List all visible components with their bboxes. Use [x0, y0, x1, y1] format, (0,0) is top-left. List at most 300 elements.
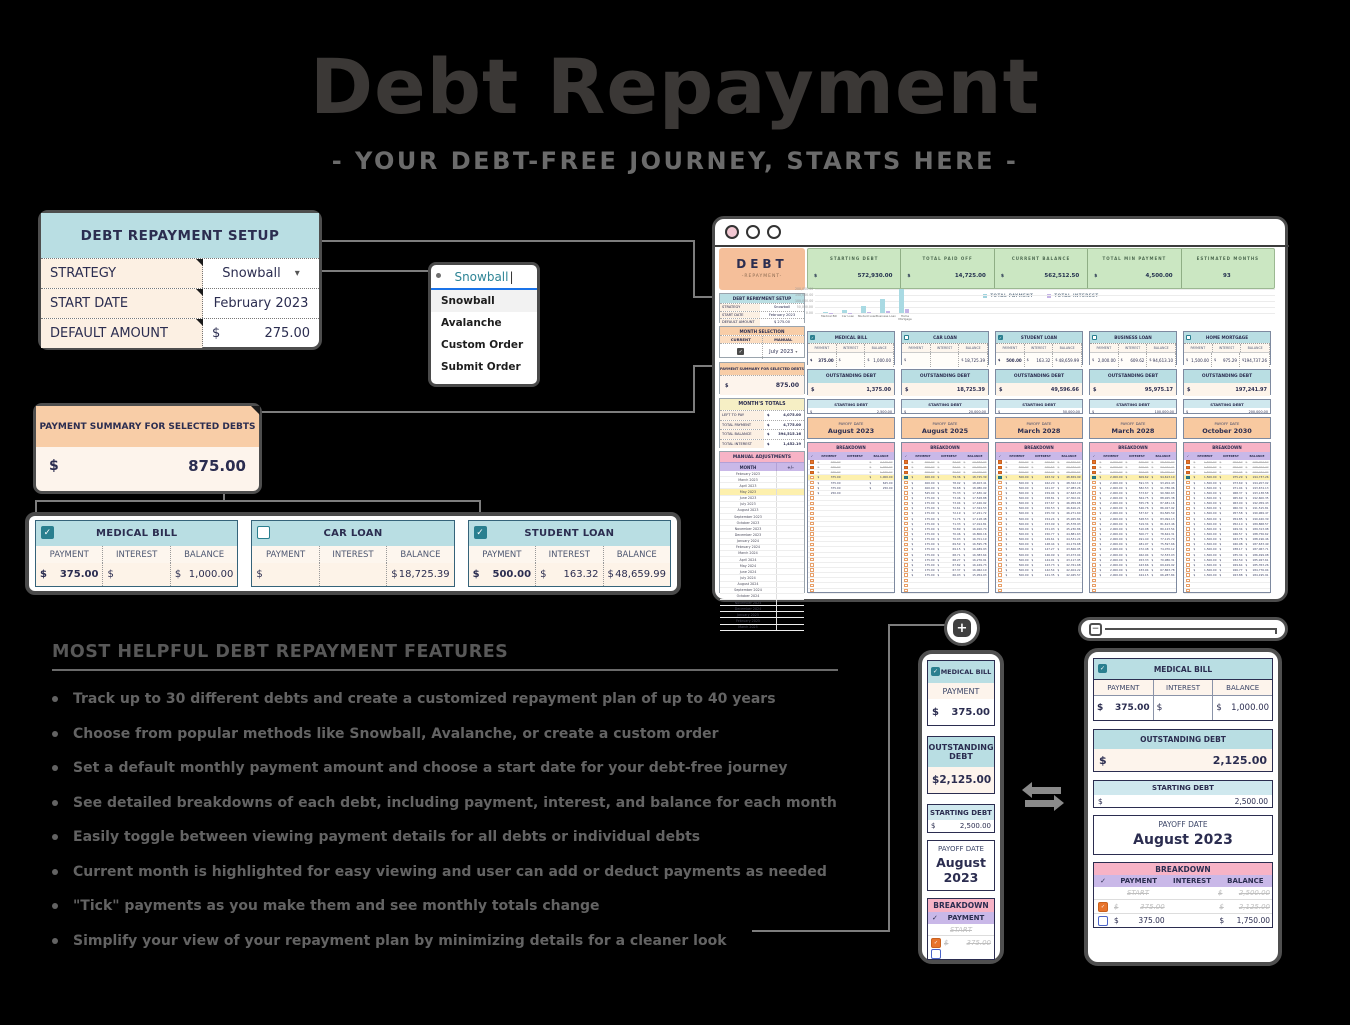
payment-tick-checkbox[interactable] — [998, 517, 1001, 520]
y-axis-tick: 50,000.00 — [796, 305, 813, 309]
payment-tick-checkbox[interactable] — [904, 563, 907, 566]
payment-tick-checkbox[interactable] — [810, 568, 813, 571]
payoff-label: PAYOFF DATE — [932, 420, 958, 426]
payment-tick-checkbox[interactable] — [1186, 527, 1189, 530]
payment-tick-checkbox[interactable] — [810, 537, 813, 540]
payment-tick-checkbox[interactable] — [998, 496, 1001, 499]
payment-tick-checkbox[interactable] — [998, 563, 1001, 566]
breakdown-cell — [962, 486, 988, 490]
currency-symbol: $ — [869, 465, 872, 470]
debt-card-columns — [252, 546, 453, 563]
breakdown-cell — [1218, 537, 1244, 541]
adjust-cell[interactable] — [777, 502, 804, 507]
adjust-cell[interactable] — [777, 496, 804, 501]
window-zoom-button[interactable] — [767, 225, 781, 239]
payment-tick-checkbox[interactable] — [998, 532, 1001, 535]
amount-value: 16,383.64 — [972, 552, 987, 557]
breakdown-cell — [1150, 558, 1176, 562]
stat-value — [1001, 273, 1079, 279]
payment-tick-checkbox[interactable] — [810, 496, 813, 499]
breakdown-cell — [910, 486, 936, 490]
payment-tick-checkbox[interactable] — [1186, 476, 1189, 479]
payment-tick-checkbox[interactable] — [1186, 517, 1189, 520]
payment-tick-checkbox[interactable] — [998, 527, 1001, 530]
currency-symbol: $ — [1005, 460, 1008, 465]
payment-tick-checkbox[interactable] — [1186, 471, 1189, 474]
breakdown-cell — [1150, 517, 1176, 521]
payment-tick-checkbox[interactable] — [904, 502, 907, 505]
payment-tick-checkbox[interactable] — [1186, 548, 1189, 551]
column-label: ✓ — [998, 454, 1002, 458]
month-cell: June 2024 — [720, 569, 777, 574]
amount-value: 1,375.00 — [866, 386, 891, 393]
column-label: INTEREST — [1025, 344, 1054, 352]
strategy-value-dropdown[interactable]: Snowball ▾ — [222, 266, 300, 281]
payment-tick-checkbox[interactable] — [1092, 512, 1095, 515]
payment-tick-checkbox[interactable] — [904, 543, 907, 546]
payment-tick-checkbox[interactable] — [1092, 527, 1095, 530]
payment-tick-checkbox[interactable] — [998, 507, 1001, 510]
manual-month-dropdown[interactable]: July 2023 ▾ — [769, 348, 798, 355]
payment-tick-checkbox[interactable] — [1092, 537, 1095, 540]
breakdown-cell — [816, 460, 842, 464]
adjust-cell[interactable] — [777, 477, 804, 482]
page-subtitle: - YOUR DEBT-FREE JOURNEY, STARTS HERE - — [331, 147, 1019, 175]
payment-tick-checkbox[interactable] — [1186, 553, 1189, 556]
debt-checkbox[interactable] — [904, 335, 909, 340]
mini-value[interactable]: $ 275.00 — [760, 319, 804, 326]
amount-value: 49,596.66 — [1050, 386, 1079, 393]
amount-value: 968.37 — [1232, 490, 1243, 495]
payment-tick-checkbox[interactable] — [1186, 522, 1189, 525]
payment-tick-checkbox[interactable] — [998, 491, 1001, 494]
currency-symbol: $ — [1099, 537, 1102, 542]
currency-symbol: $ — [256, 569, 263, 580]
payment-tick-checkbox[interactable] — [1092, 481, 1095, 484]
payment-tick-checkbox[interactable] — [998, 460, 1001, 463]
payment-tick-checkbox[interactable] — [1092, 584, 1095, 587]
payment-tick-checkbox[interactable] — [810, 502, 813, 505]
currency-symbol: $ — [1057, 532, 1060, 537]
payment-tick-checkbox[interactable] — [904, 537, 907, 540]
payment-tick-checkbox[interactable] — [1186, 512, 1189, 515]
strategy-dropdown-input[interactable]: Snowball | — [431, 265, 537, 290]
currency-symbol: $ — [963, 470, 966, 475]
payment-tick-checkbox[interactable] — [810, 532, 813, 535]
debt-card-columns — [996, 343, 1082, 352]
currency-symbol: $ — [1057, 465, 1060, 470]
adjust-cell[interactable] — [777, 606, 804, 611]
payment-tick-checkbox[interactable] — [904, 568, 907, 571]
payment-tick-checkbox[interactable] — [1092, 471, 1095, 474]
breakdown-cell — [1124, 486, 1150, 490]
adjust-cell[interactable] — [777, 625, 804, 630]
window-minimize-button[interactable] — [746, 225, 760, 239]
chart-gridline — [815, 295, 1275, 296]
payment-tick-checkbox[interactable] — [904, 496, 907, 499]
logo-title: DEBT — [736, 257, 788, 271]
currency-symbol: $ — [1219, 496, 1222, 501]
payment-tick-checkbox[interactable] — [904, 466, 907, 469]
adjust-cell[interactable] — [777, 489, 804, 494]
debt-checkbox[interactable]: ✓ — [999, 335, 1002, 340]
payment-tick-checkbox[interactable] — [904, 573, 907, 576]
payment-tick-checkbox[interactable] — [1186, 466, 1189, 469]
mini-setup-card — [719, 293, 805, 323]
currency-symbol: $ — [1005, 573, 1008, 578]
features-list — [52, 688, 982, 952]
month-cell: September 2023 — [720, 514, 777, 519]
adjust-cell[interactable] — [777, 612, 804, 617]
payment-tick-checkbox[interactable] — [904, 579, 907, 582]
start-date-value[interactable]: February 2023 — [213, 296, 309, 311]
dropdown-option[interactable]: Snowball — [431, 290, 537, 312]
plus-icon: + — [953, 619, 971, 637]
mini-value[interactable]: Snowball — [760, 304, 804, 311]
payment-tick-checkbox[interactable] — [810, 548, 813, 551]
payment-tick-checkbox[interactable] — [810, 486, 813, 489]
mini-value[interactable]: February 2023 — [760, 312, 804, 319]
payment-tick-checkbox[interactable] — [998, 502, 1001, 505]
column-label: BALANCE — [1061, 454, 1077, 458]
feature-bullet — [52, 688, 982, 710]
payment-tick-checkbox[interactable] — [998, 579, 1001, 582]
currency-symbol: $ — [911, 521, 914, 526]
minimize-details-button[interactable] — [1078, 617, 1288, 641]
adjust-cell[interactable] — [777, 594, 804, 599]
payment-tick-checkbox[interactable] — [904, 553, 907, 556]
setup-row-strategy — [41, 258, 319, 288]
payment-tick-checkbox[interactable] — [810, 563, 813, 566]
amount-value: 1,500.00 — [1204, 460, 1217, 465]
currency-symbol: $ — [1005, 490, 1008, 495]
debt-header-card — [995, 331, 1083, 365]
payment-tick-checkbox[interactable] — [998, 486, 1001, 489]
adjust-cell[interactable] — [777, 563, 804, 568]
payment-tick-checkbox[interactable] — [1092, 460, 1095, 463]
adjust-cell[interactable] — [777, 471, 804, 476]
payment-tick-checkbox[interactable] — [810, 466, 813, 469]
feature-text: Choose from popular methods like Snowball, Avalanche, or create a custom order — [73, 725, 719, 742]
currency-symbol: $ — [1031, 516, 1034, 521]
payment-tick-checkbox[interactable] — [810, 481, 813, 484]
payment-tick-checkbox[interactable] — [810, 573, 813, 576]
payment-tick-checkbox[interactable] — [1186, 502, 1189, 505]
amount-value: 555.78 — [1138, 501, 1149, 506]
payment-tick-checkbox[interactable] — [1186, 496, 1189, 499]
breakdown-cell — [1218, 517, 1244, 521]
breakdown-cell — [1244, 470, 1270, 474]
amount-value: 72.61 — [952, 506, 961, 511]
payment-tick-checkbox[interactable] — [1186, 563, 1189, 566]
breakdown-cell — [868, 465, 894, 469]
adjust-cell[interactable] — [777, 600, 804, 605]
debt-checkbox[interactable]: ✓ — [811, 335, 814, 340]
amount-value: 95,975.17 — [1160, 470, 1175, 475]
payment-tick-checkbox[interactable] — [998, 466, 1001, 469]
payment-tick-checkbox[interactable] — [810, 460, 813, 463]
payment-tick-checkbox[interactable] — [810, 476, 813, 479]
dropdown-option[interactable]: Custom Order — [441, 339, 524, 351]
amount-value: 500.00 — [1018, 480, 1029, 485]
currency-symbol: $ — [1219, 547, 1222, 552]
payment-tick-checkbox[interactable] — [904, 589, 907, 592]
payment-tick-checkbox[interactable] — [810, 522, 813, 525]
column-label: PAYMENT — [902, 344, 931, 352]
arrow-right-bar — [1025, 800, 1055, 807]
payment-tick-checkbox[interactable] — [1092, 563, 1095, 566]
currency-symbol: $ — [1245, 526, 1248, 531]
payment-tick-checkbox[interactable] — [1186, 507, 1189, 510]
payment-tick-checkbox[interactable] — [810, 543, 813, 546]
debt-checkbox[interactable]: ✓ — [932, 668, 939, 675]
adjust-cell[interactable] — [777, 569, 804, 574]
payment-tick-checkbox[interactable] — [904, 471, 907, 474]
currency-symbol: $ — [1125, 573, 1128, 578]
payment-tick-checkbox[interactable] — [998, 558, 1001, 561]
payment-tick-checkbox[interactable] — [1092, 491, 1095, 494]
adjust-cell[interactable] — [777, 526, 804, 531]
currency-symbol: $ — [1186, 358, 1189, 362]
payoff-label: PAYOFF DATE — [1158, 820, 1208, 829]
adjust-cell[interactable] — [777, 514, 804, 519]
currency-symbol: $ — [869, 470, 872, 475]
adjust-cell[interactable] — [777, 551, 804, 556]
adjust-cell[interactable] — [777, 557, 804, 562]
currency-symbol: $ — [1219, 490, 1222, 495]
window-close-button[interactable] — [725, 225, 739, 239]
amount-value: 185,927.61 — [1252, 557, 1269, 562]
month-cell: September 2024 — [720, 588, 777, 593]
payment-tick-checkbox[interactable] — [1092, 502, 1095, 505]
currency-symbol: $ — [1125, 470, 1128, 475]
payment-tick-checkbox[interactable] — [1092, 543, 1095, 546]
breakdown-cell — [1056, 465, 1082, 469]
payment-tick-checkbox[interactable] — [998, 548, 1001, 551]
month-selection-card — [719, 326, 805, 358]
payment-tick-checkbox[interactable] — [1092, 517, 1095, 520]
payment-tick-checkbox[interactable] — [904, 486, 907, 489]
payment-tick-checkbox[interactable] — [998, 568, 1001, 571]
amount-value: 163.32 — [1036, 357, 1051, 363]
current-month-checkbox[interactable]: ✓ — [738, 348, 743, 355]
payment-tick-checkbox[interactable] — [810, 491, 813, 494]
payment-tick-checkbox[interactable] — [1092, 548, 1095, 551]
adjust-cell[interactable] — [777, 532, 804, 537]
amount-value: 70.46 — [952, 532, 961, 537]
payment-tick-checkbox[interactable] — [810, 507, 813, 510]
payment-tick-checkbox[interactable] — [1186, 579, 1189, 582]
outstanding-value — [1090, 383, 1176, 396]
debt-checkbox[interactable] — [257, 526, 270, 539]
payment-tick-checkbox[interactable] — [998, 522, 1001, 525]
payment-tick-checkbox[interactable] — [904, 517, 907, 520]
debt-checkbox[interactable]: ✓ — [474, 526, 487, 539]
currency-symbol: $ — [1057, 542, 1060, 547]
connector-line — [693, 365, 695, 413]
setup-row-default-amount — [41, 318, 319, 348]
payment-tick-checkbox[interactable] — [810, 527, 813, 530]
payment-tick-checkbox[interactable] — [998, 553, 1001, 556]
breakdown-cell — [1098, 486, 1124, 490]
payment-tick-checkbox[interactable] — [904, 527, 907, 530]
breakdown-cell — [910, 475, 936, 479]
payment-tick-checkbox[interactable] — [1092, 573, 1095, 576]
payoff-label: PAYOFF DATE — [838, 420, 864, 426]
payment-tick-checkbox[interactable]: ✓ — [1098, 902, 1108, 912]
currency-symbol: $ — [1245, 521, 1248, 526]
breakdown-cell — [1004, 537, 1030, 541]
breakdown-cell — [936, 465, 962, 469]
breakdown-cell — [1030, 511, 1056, 515]
y-axis-tick: 150,000.00 — [795, 293, 814, 297]
amount-value: 69.59 — [952, 542, 961, 547]
currency-symbol: $ — [1151, 496, 1154, 501]
payment-tick-checkbox[interactable] — [998, 471, 1001, 474]
payment-tick-checkbox[interactable] — [998, 476, 1001, 479]
breakdown-cell — [936, 527, 962, 531]
payment-tick-checkbox[interactable] — [1092, 466, 1095, 469]
payment-tick-checkbox[interactable] — [810, 517, 813, 520]
payment-tick-checkbox[interactable] — [904, 460, 907, 463]
dropdown-option[interactable]: Submit Order — [441, 361, 521, 373]
payment-tick-checkbox[interactable] — [1092, 589, 1095, 592]
amount-value: 1,500.00 — [1204, 547, 1217, 552]
payment-tick-checkbox[interactable] — [998, 537, 1001, 540]
dropdown-option[interactable]: Avalanche — [441, 317, 502, 329]
payment-tick-checkbox[interactable] — [998, 584, 1001, 587]
payment-tick-checkbox[interactable] — [1186, 537, 1189, 540]
payment-tick-checkbox[interactable] — [810, 579, 813, 582]
amount-value: 175.00 — [924, 501, 935, 506]
payment-tick-checkbox[interactable] — [904, 558, 907, 561]
adjust-cell[interactable] — [777, 539, 804, 544]
payment-tick-checkbox[interactable] — [1092, 532, 1095, 535]
payment-tick-checkbox[interactable]: ✓ — [931, 938, 941, 948]
adjust-cell[interactable] — [777, 520, 804, 525]
currency-symbol: $ — [1219, 465, 1222, 470]
payment-tick-checkbox[interactable] — [1186, 481, 1189, 484]
payment-tick-checkbox[interactable] — [1186, 584, 1189, 587]
expand-details-button[interactable] — [944, 610, 980, 646]
currency-symbol: $ — [911, 511, 914, 516]
payment-tick-checkbox[interactable] — [998, 512, 1001, 515]
payment-tick-checkbox[interactable] — [904, 512, 907, 515]
starting-label: STARTING DEBT — [1094, 781, 1272, 795]
currency-symbol: $ — [963, 506, 966, 511]
debt-checkbox[interactable]: ✓ — [41, 526, 54, 539]
breakdown-cell — [1150, 506, 1176, 510]
adjust-cell[interactable] — [777, 618, 804, 623]
breakdown-cell — [1218, 511, 1244, 515]
amount-value: 200,000.00 — [1248, 409, 1268, 414]
debt-card-values — [1184, 352, 1270, 367]
payment-tick-checkbox[interactable] — [1186, 573, 1189, 576]
payment-tick-checkbox[interactable] — [810, 558, 813, 561]
adjust-cell[interactable] — [777, 483, 804, 488]
stat-segment — [901, 249, 994, 288]
amount-value: 400.00 — [924, 480, 935, 485]
debt-checkbox[interactable] — [1186, 335, 1191, 340]
payment-tick-checkbox[interactable] — [1092, 579, 1095, 582]
payment-tick-checkbox[interactable] — [810, 471, 813, 474]
payment-tick-checkbox[interactable] — [1186, 460, 1189, 463]
payment-tick-checkbox[interactable] — [904, 584, 907, 587]
payment-tick-checkbox[interactable] — [810, 589, 813, 592]
payment-tick-checkbox[interactable] — [904, 507, 907, 510]
payment-tick-checkbox[interactable] — [810, 512, 813, 515]
payment-tick-checkbox[interactable] — [904, 522, 907, 525]
debt-checkbox[interactable] — [1092, 335, 1097, 340]
payment-tick-checkbox[interactable] — [1092, 558, 1095, 561]
payment-tick-checkbox[interactable] — [904, 532, 907, 535]
payment-tick-checkbox[interactable] — [1186, 486, 1189, 489]
amount-value: 72.19 — [952, 511, 961, 516]
payment-tick-checkbox[interactable] — [810, 584, 813, 587]
payment-tick-checkbox[interactable] — [1186, 568, 1189, 571]
debt-checkbox[interactable]: ✓ — [1099, 665, 1106, 672]
payment-tick-checkbox[interactable] — [1092, 496, 1095, 499]
adjust-cell[interactable] — [777, 508, 804, 513]
payment-tick-checkbox[interactable] — [1098, 916, 1108, 926]
breakdown-cell — [1124, 465, 1150, 469]
amount-value: 70.89 — [952, 526, 961, 531]
payment-tick-checkbox[interactable] — [1092, 522, 1095, 525]
payment-tick-checkbox[interactable] — [1092, 553, 1095, 556]
payment-tick-checkbox[interactable] — [904, 481, 907, 484]
payment-tick-checkbox[interactable] — [810, 553, 813, 556]
adjust-cell[interactable] — [777, 575, 804, 580]
payment-tick-checkbox[interactable] — [1186, 543, 1189, 546]
payment-tick-checkbox[interactable] — [1186, 558, 1189, 561]
amount-value: 44,531.24 — [1066, 537, 1081, 542]
payment-tick-checkbox[interactable] — [931, 949, 941, 959]
column-label: PAYMENT — [808, 344, 837, 352]
payment-tick-checkbox[interactable] — [1092, 568, 1095, 571]
payment-tick-checkbox[interactable] — [1186, 491, 1189, 494]
payment-tick-checkbox[interactable] — [904, 548, 907, 551]
adjust-cell[interactable] — [777, 588, 804, 593]
amount-value: 971.04 — [1232, 485, 1243, 490]
payment-tick-checkbox[interactable] — [904, 491, 907, 494]
adjust-cell[interactable] — [777, 545, 804, 550]
payment-tick-checkbox[interactable] — [998, 573, 1001, 576]
payment-tick-checkbox[interactable] — [1092, 476, 1095, 479]
breakdown-cell — [1150, 563, 1176, 567]
strategy-dropdown-options — [431, 290, 537, 378]
currency-symbol: $ — [1057, 475, 1060, 480]
payoff-date-box — [1093, 815, 1273, 855]
payment-tick-checkbox[interactable] — [1186, 589, 1189, 592]
adjust-cell[interactable] — [777, 582, 804, 587]
payment-tick-checkbox[interactable] — [904, 476, 907, 479]
currency-symbol: $ — [1099, 526, 1102, 531]
breakdown-cell — [1098, 558, 1124, 562]
payment-tick-checkbox[interactable] — [998, 589, 1001, 592]
breakdown-cell — [1004, 522, 1030, 526]
amount-value: 2,000.00 — [1110, 460, 1123, 465]
currency-symbol: $ — [963, 460, 966, 465]
amount-value: 93,204.43 — [1160, 480, 1175, 485]
starting-label: STARTING DEBT — [1184, 400, 1270, 408]
default-amount-value[interactable]: $ 275.00 — [212, 326, 310, 341]
currency-symbol: $ — [1219, 506, 1222, 511]
payment-tick-checkbox[interactable] — [1092, 486, 1095, 489]
payment-tick-checkbox[interactable] — [1186, 532, 1189, 535]
payment-tick-checkbox[interactable] — [1092, 507, 1095, 510]
payment-tick-checkbox[interactable] — [998, 481, 1001, 484]
payment-tick-checkbox[interactable] — [998, 543, 1001, 546]
